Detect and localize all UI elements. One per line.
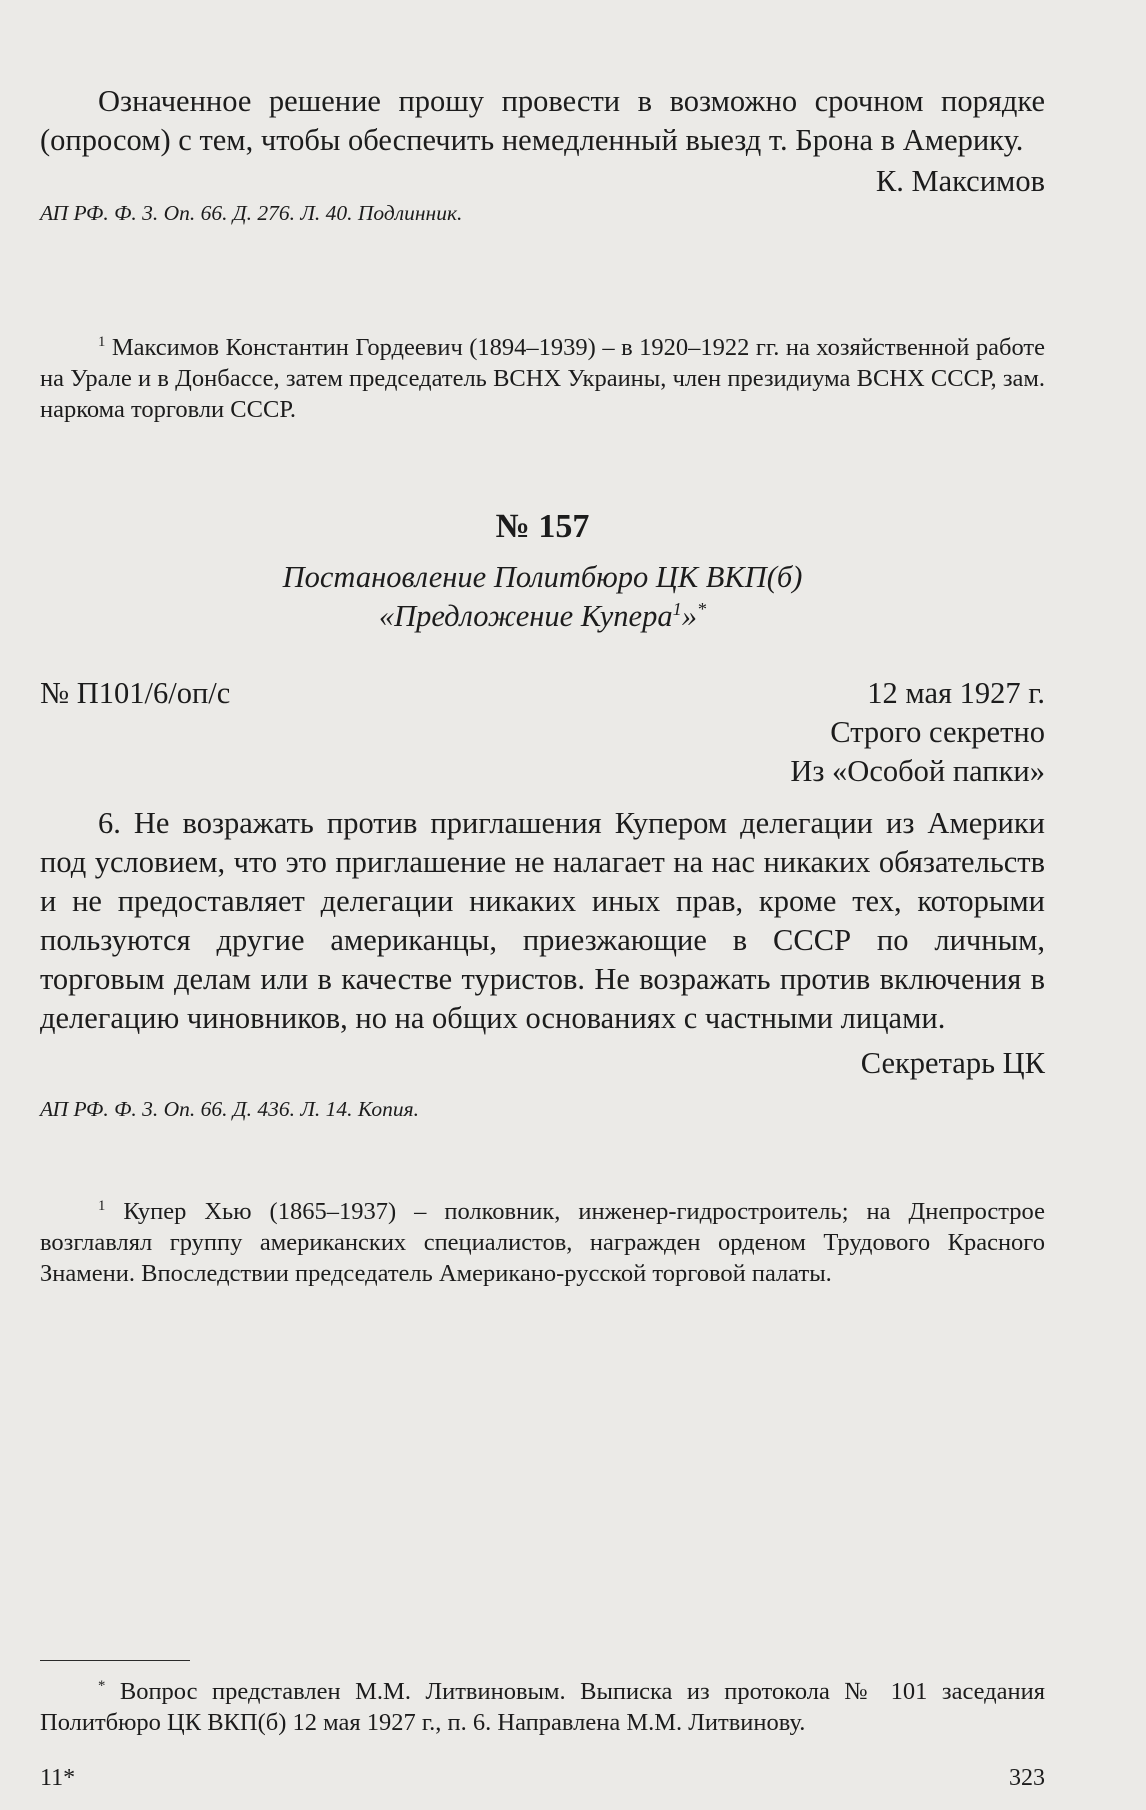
star-note-mark: * [98, 1677, 106, 1694]
footnote-2-mark: 1 [98, 1197, 106, 1214]
star-note-paragraph [40, 1676, 1045, 1738]
registration-block [40, 674, 1045, 791]
footnote-2-text: Купер Хью (1865–1937) – полковник, инженер-гидростроитель; на Днепрострое возглавлял группу американских специалистов, награжден орденом Трудового Красного Знамени. Впоследствии председатель Американо-русской торговой палаты. [40, 1198, 1045, 1287]
footnote-1-paragraph [40, 332, 1045, 425]
footnote-1 [40, 332, 1045, 425]
registration-date: 12 мая 1927 г. [867, 676, 1045, 710]
document-title-line-2 [40, 597, 1045, 636]
signature-mark: 11* [40, 1765, 76, 1791]
star-note-text: Вопрос представлен М.М. Литвиновым. Выписка из протокола № 101 заседания Политбюро ЦК ВКП(б) 12 мая 1927 г., п. 6. Направлена М.М. Литвинову. [40, 1678, 1045, 1736]
document-title-line-1: Постановление Политбюро ЦК ВКП(б) [282, 560, 803, 594]
document-title-quote-close: » [681, 599, 697, 633]
archive-reference-2: АП РФ. Ф. 3. Оп. 66. Д. 436. Л. 14. Копия. [40, 1097, 419, 1121]
classification-folder: Из «Особой папки» [790, 754, 1045, 788]
footnote-2 [40, 1196, 1045, 1289]
document-header [40, 506, 1045, 636]
footnote-2-paragraph [40, 1196, 1045, 1289]
document-title-star-mark: * [696, 598, 707, 619]
star-note [40, 1676, 1045, 1738]
registration-row [40, 674, 1045, 713]
footnote-1-mark: 1 [98, 333, 106, 350]
document-title-footnote-mark: 1 [672, 598, 682, 619]
intro-paragraph: Означенное решение прошу провести в возможно срочном порядке (опросом) с тем, чтобы обеспечить немедленный выезд т. Брона в Америку. [40, 84, 1045, 157]
page-number: 323 [1009, 1765, 1045, 1791]
footnote-separator [40, 1660, 190, 1661]
registration-number: № П101/6/оп/с [40, 676, 231, 710]
document-title-quote: «Предложение Купера [378, 599, 673, 633]
signature-secretary: Секретарь ЦК [860, 1046, 1045, 1080]
archive-reference-1: АП РФ. Ф. 3. Оп. 66. Д. 276. Л. 40. Подлинник. [40, 201, 463, 225]
resolution-block [40, 804, 1045, 1123]
footnote-1-text: Максимов Константин Гордеевич (1894–1939) – в 1920–1922 гг. на хозяйственной работе на Урале и в Донбассе, затем председатель ВСНХ Украины, член президиума ВСНХ СССР, зам. наркома торговли СССР. [40, 334, 1045, 423]
resolution-paragraph-6: 6. Не возражать против приглашения Купером делегации из Америки под условием, что это приглашение не налагает на нас никаких обязательств и не предоставляет делегации никаких иных прав, кроме тех, которыми пользуются другие американцы, приезжающие в СССР по личным, торговым делам или в качестве туристов. Не возражать против включения в делегацию чиновников, но на общих основаниях с частными лицами. [40, 806, 1045, 1035]
signature-maksimov: К. Максимов [875, 164, 1045, 198]
intro-block [40, 82, 1045, 227]
document-number: № 157 [495, 508, 590, 545]
classification-secret: Строго секретно [830, 715, 1045, 749]
